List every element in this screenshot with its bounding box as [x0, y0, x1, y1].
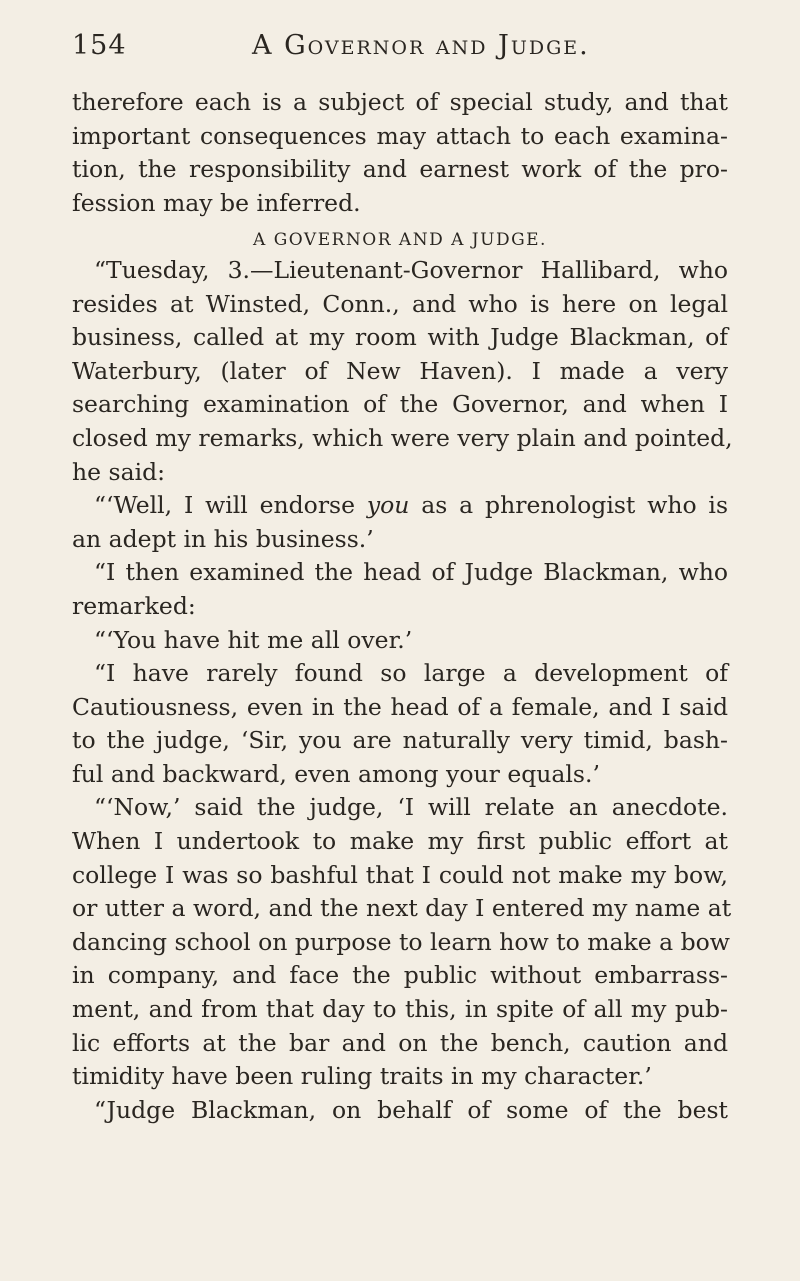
- text-line: “Judge Blackman, on behalf of some of the best: [94, 1095, 728, 1124]
- text-line: [72, 489, 728, 523]
- running-head: [72, 30, 732, 70]
- section-heading: A GOVERNOR AND A JUDGE.: [253, 230, 547, 251]
- emphasis-word: you: [366, 491, 410, 520]
- running-title: A Governor and Judge.: [252, 30, 590, 61]
- text-line: in company, and face the public without embarrass-: [72, 961, 728, 990]
- text-line: business, called at my room with Judge Blackman, of: [72, 323, 728, 352]
- body-text: [72, 86, 733, 1127]
- text-line: important consequences may attach to each examina-: [72, 121, 728, 150]
- text-line: closed my remarks, which were very plain and pointed,: [72, 423, 733, 452]
- text-line: timidity have been ruling traits in my character.’: [72, 1062, 652, 1091]
- text-line: “I then examined the head of Judge Blackman, who: [94, 558, 728, 587]
- text-line: lic efforts at the bar and on the bench, caution and: [72, 1028, 728, 1057]
- text-line: “Tuesday, 3.—Lieutenant-Governor Hallibard, who: [94, 255, 728, 284]
- text-line: “I have rarely found so large a development of: [94, 659, 728, 688]
- text-line: searching examination of the Governor, and when I: [72, 390, 728, 419]
- text-line: college I was so bashful that I could not make my bow,: [72, 860, 728, 889]
- text-line: “‘Now,’ said the judge, ‘I will relate an anecdote.: [94, 793, 728, 822]
- page-number: 154: [72, 30, 127, 61]
- text-line: an adept in his business.’: [72, 524, 374, 553]
- text-segment: “‘Well, I will endorse: [94, 491, 367, 520]
- text-line: fession may be inferred.: [72, 188, 361, 217]
- text-segment: as a phrenologist who is: [409, 491, 729, 520]
- text-line: or utter a word, and the next day I entered my name at: [72, 894, 732, 923]
- text-line: When I undertook to make my first public effort at: [72, 827, 728, 856]
- text-line: “‘You have hit me all over.’: [94, 625, 413, 654]
- text-line: therefore each is a subject of special study, and that: [72, 88, 728, 116]
- text-line: Cautiousness, even in the head of a female, and I said: [72, 692, 728, 721]
- text-line: tion, the responsibility and earnest work of the pro-: [72, 155, 728, 184]
- text-line: to the judge, ‘Sir, you are naturally very timid, bash-: [72, 726, 728, 755]
- text-line: ful and backward, even among your equals.’: [72, 759, 600, 788]
- text-line: ment, and from that day to this, in spite of all my pub-: [72, 995, 728, 1024]
- text-line: he said:: [72, 457, 166, 486]
- text-line: Waterbury, (later of New Haven). I made a very: [72, 356, 728, 385]
- text-line: resides at Winsted, Conn., and who is here on legal: [72, 289, 728, 318]
- text-line: remarked:: [72, 591, 196, 620]
- text-line: dancing school on purpose to learn how to make a bow: [72, 927, 730, 956]
